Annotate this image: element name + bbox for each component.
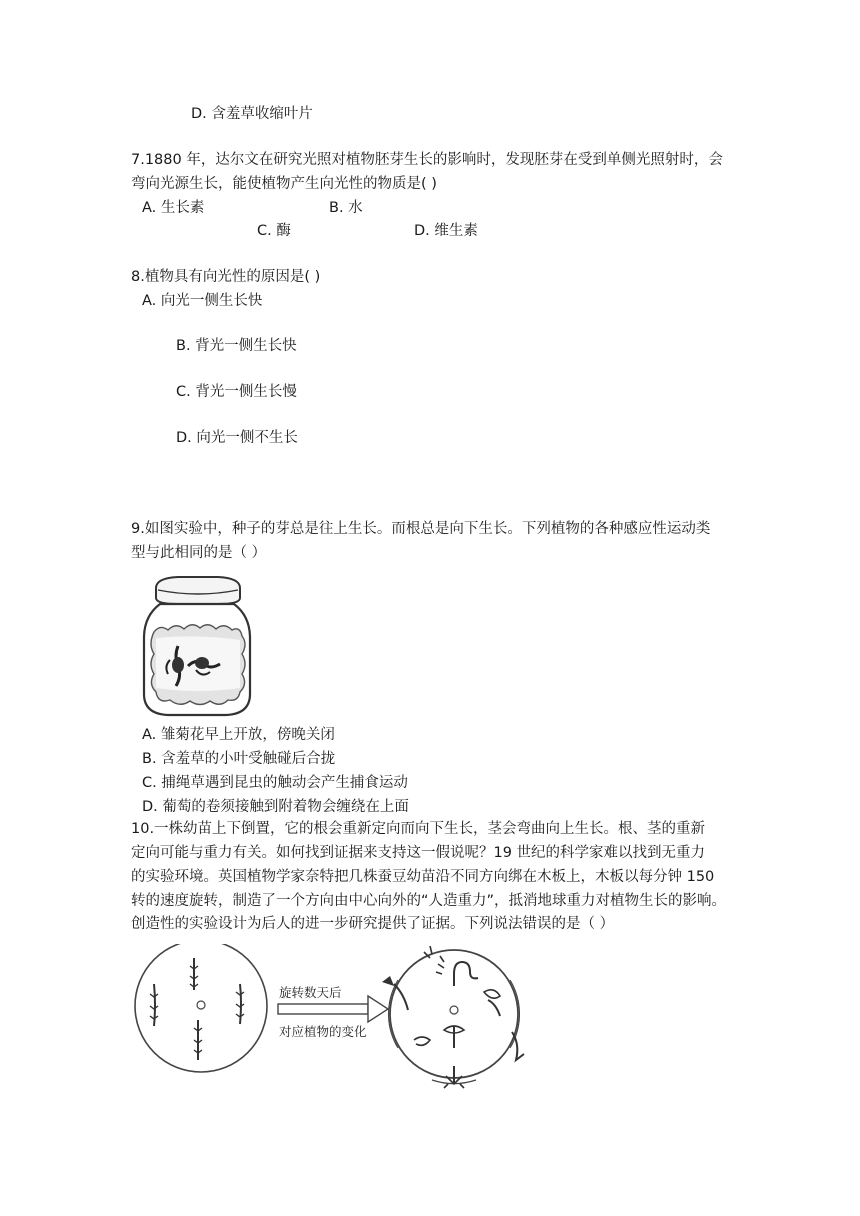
q7-option-c: C. 酶	[257, 223, 291, 239]
q7-option-d: D. 维生素	[414, 223, 478, 239]
q10-stem-line1: 10.一株幼苗上下倒置，它的根会重新定向而向下生长，茎会弯曲向上生长。根、茎的重新	[131, 821, 706, 837]
q10-stem-line3: 的实验环境。英国植物学家奈特把几株蚕豆幼苗沿不同方向绑在木板上，木板以每分钟 150	[131, 869, 715, 885]
board-before-rotation	[135, 944, 267, 1072]
q10-stem-line4: 转的速度旋转，制造了一个方向由中心向外的“人造重力”，抵消地球重力对植物生长的影响。	[131, 893, 727, 909]
q7-option-b: B. 水	[329, 200, 363, 216]
board-after-rotation	[382, 946, 524, 1088]
q7-stem-line2: 弯向光源生长，能使植物产生向光性的物质是( )	[131, 176, 437, 192]
q9-option-a: A. 雏菊花早上开放，傍晚关闭	[142, 727, 335, 743]
q9-option-b: B. 含羞草的小叶受触碰后合拢	[142, 751, 336, 767]
seed-jar-figure	[138, 574, 256, 720]
q10-stem-line5: 创造性的实验设计为后人的进一步研究提供了证据。下列说法错误的是（ ）	[131, 916, 615, 932]
q9-option-d: D. 葡萄的卷须接触到附着物会缠绕在上面	[142, 799, 409, 815]
q8-option-b: B. 背光一侧生长快	[176, 338, 297, 354]
q7-stem-line1: 7.1880 年，达尔文在研究光照对植物胚芽生长的影响时，发现胚芽在受到单侧光照射时，会	[131, 152, 723, 168]
rotation-experiment-figure	[132, 944, 540, 1090]
q8-option-a: A. 向光一侧生长快	[142, 293, 263, 309]
q8-option-c: C. 背光一侧生长慢	[176, 384, 297, 400]
q9-stem-line1: 9.如图实验中，种子的芽总是往上生长。而根总是向下生长。下列植物的各种感应性运动类	[131, 521, 711, 537]
q7-option-a: A. 生长素	[142, 200, 205, 216]
q8-stem: 8.植物具有向光性的原因是( )	[131, 269, 321, 285]
arrow-label-top: 旋转数天后	[279, 985, 342, 1000]
q9-option-c: C. 捕绳草遇到昆虫的触动会产生捕食运动	[142, 775, 408, 791]
q9-stem-line2: 型与此相同的是（ ）	[131, 545, 267, 561]
q6-option-d: D. 含羞草收缩叶片	[191, 106, 313, 122]
arrow-label-bottom: 对应植物的变化	[279, 1024, 367, 1039]
q8-option-d: D. 向光一侧不生长	[176, 430, 298, 446]
q10-stem-line2: 定向可能与重力有关。如何找到证据来支持这一假说呢？19 世纪的科学家难以找到无重力	[131, 845, 706, 861]
